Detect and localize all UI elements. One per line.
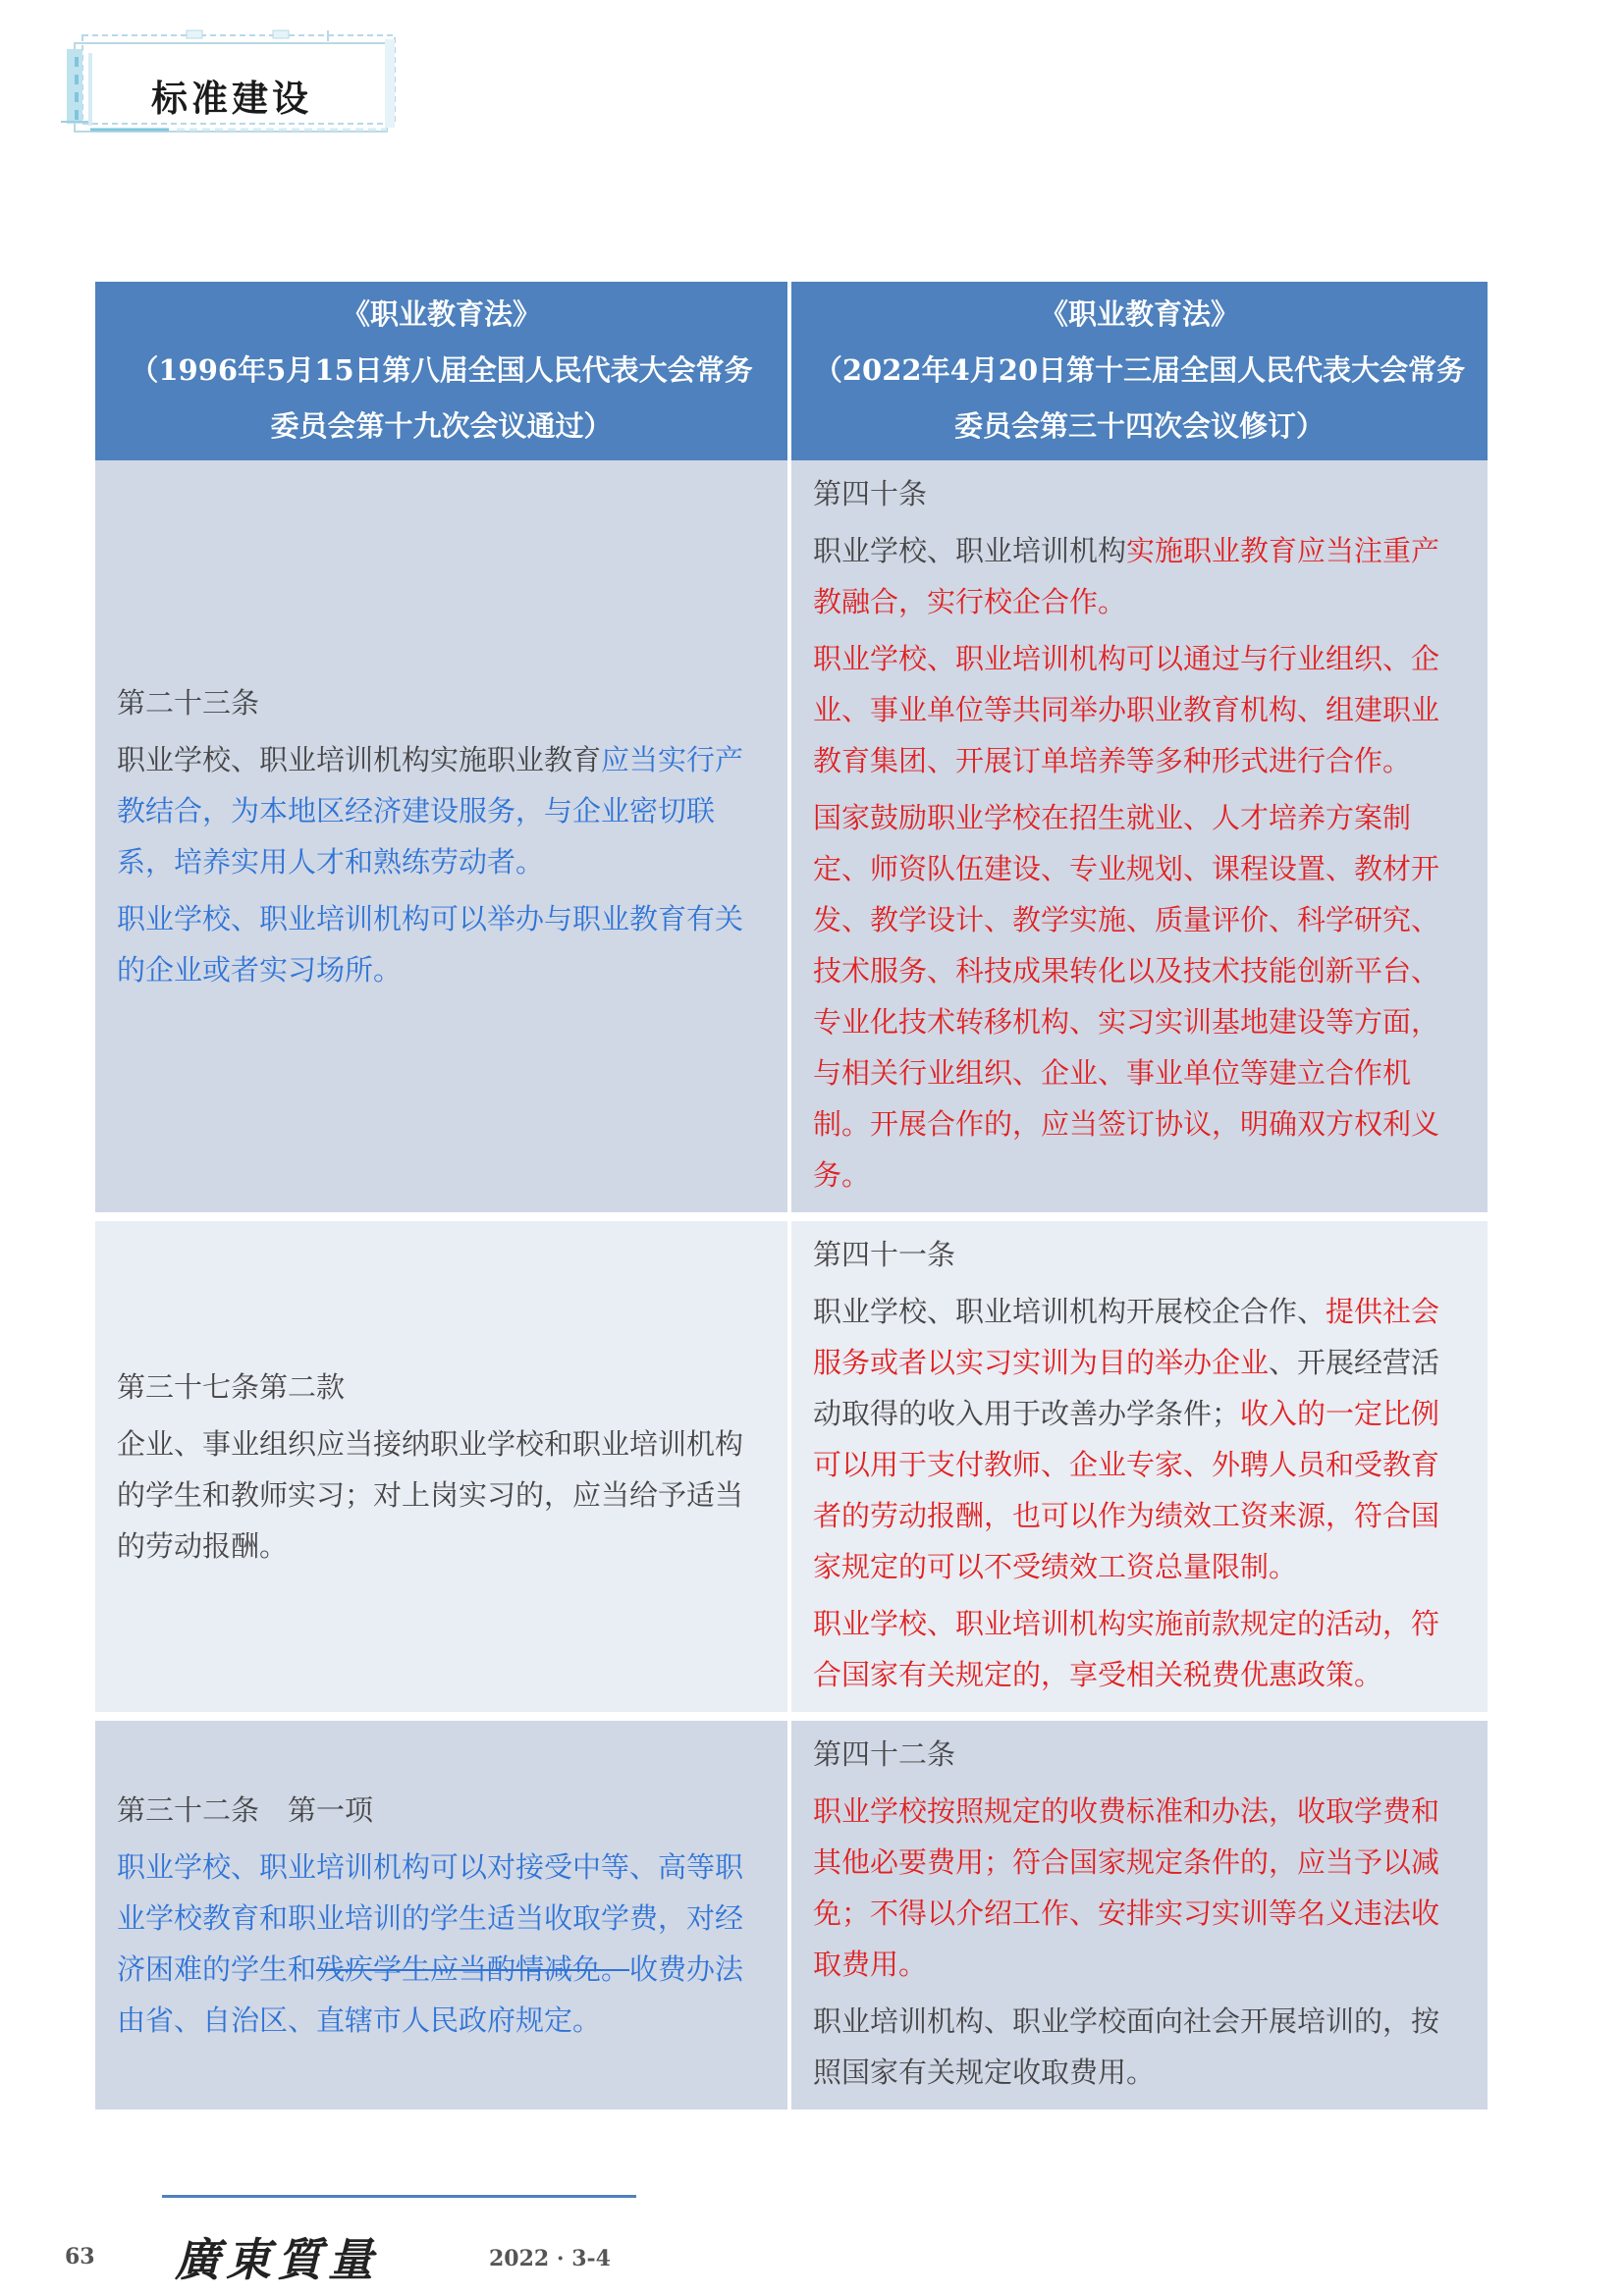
article-title: 第三十二条 第一项 (117, 1793, 374, 1827)
struck-text: 残疾学生应当酌情减免。 (316, 1952, 630, 1986)
new-article-cell (791, 460, 1488, 1212)
article-title: 第三十七条第二款 (117, 1370, 346, 1404)
old-article-cell (95, 1712, 791, 2109)
article-title: 第四十二条 (813, 1737, 956, 1771)
table-header-row (95, 282, 1488, 460)
article-title: 第四十一条 (813, 1238, 956, 1271)
article-paragraph: 职业学校、职业培训机构可以通过与行业组织、企业、事业单位等共同举办职业教育机构、组建职业教育集团、开展订单培养等多种形式进行合作。 (813, 642, 1440, 777)
section-tag (61, 27, 400, 143)
highlight-blue-text: 职业学校、职业培训机构可以对接受中等、高等职业学校教育和职业培训的学生适当收取学费，对经济困难的学生和 (117, 1850, 744, 1986)
plain-text: 职业学校、职业培训机构开展校企合作、 (813, 1295, 1326, 1328)
plain-text: 、开展经营活动取得的收入用于改善办学条件； (813, 1346, 1440, 1430)
magazine-logo: 廣東質量 (175, 2233, 379, 2286)
old-article-cell (95, 1212, 791, 1712)
law-comparison-table (95, 282, 1488, 2109)
header-old-law-title: 《职业教育法》 (341, 297, 541, 331)
header-old-law (95, 282, 791, 460)
article-paragraph: 企业、事业组织应当接纳职业学校和职业培训机构的学生和教师实习；对上岗实习的，应当给予适当的劳动报酬。 (117, 1427, 744, 1563)
header-new-law-title: 《职业教育法》 (1039, 297, 1239, 331)
highlight-red-text: 实施职业教育应当注重产教融合，实行校企合作。 (813, 534, 1440, 618)
section-label: 标准建设 (151, 78, 312, 120)
article-paragraph (813, 525, 1466, 627)
article-title: 第二十三条 (117, 686, 260, 720)
table-row (95, 1712, 1488, 2109)
highlight-red-text: 收入的一定比例可以用于支付教师、企业专家、外聘人员和受教育者的劳动报酬，也可以作为绩效工资来源，符合国家规定的可以不受绩效工资总量限制。 (813, 1397, 1440, 1583)
article-title: 第四十条 (813, 477, 928, 510)
header-new-law (791, 282, 1488, 460)
article-paragraph: 职业培训机构、职业学校面向社会开展培训的，按照国家有关规定收取费用。 (813, 2004, 1440, 2089)
article-paragraph (117, 1842, 766, 2046)
plain-text: 职业学校、职业培训机构 (813, 534, 1127, 567)
article-paragraph: 国家鼓励职业学校在招生就业、人才培养方案制定、师资队伍建设、专业规划、课程设置、教材开发、教学设计、教学实施、质量评价、科学研究、技术服务、科技成果转化以及技术技能创新平台、专业化技术转移机构、实习实训基地建设等方面，与相关行业组织、企业、事业单位等建立合作机制。开展合作的，应当签订协议，明确双方权利义务。 (813, 801, 1440, 1192)
header-old-law-subtitle: （1996年5月15日第八届全国人民代表大会常务委员会第十九次会议通过） (130, 353, 753, 443)
article-paragraph (117, 734, 766, 887)
highlight-blue-text: 收费办法由省、自治区、直辖市人民政府规定。 (117, 1952, 744, 2037)
article-paragraph: 职业学校、职业培训机构可以举办与职业教育有关的企业或者实习场所。 (117, 902, 744, 987)
new-article-cell (791, 1712, 1488, 2109)
article-paragraph (813, 1286, 1466, 1592)
old-article-cell (95, 460, 791, 1212)
table-row (95, 460, 1488, 1212)
plain-text: 职业学校、职业培训机构实施职业教育 (117, 743, 602, 776)
table-row (95, 1212, 1488, 1712)
article-paragraph: 职业学校、职业培训机构实施前款规定的活动，符合国家有关规定的，享受相关税费优惠政策。 (813, 1607, 1440, 1691)
highlight-blue-text: 应当实行产教结合，为本地区经济建设服务，与企业密切联系，培养实用人才和熟练劳动者。 (117, 743, 744, 879)
footer-divider (162, 2195, 636, 2198)
page-number: 63 (65, 2244, 95, 2269)
header-new-law-subtitle: （2022年4月20日第十三届全国人民代表大会常务委员会第三十四次会议修订） (813, 353, 1466, 443)
article-paragraph: 职业学校按照规定的收费标准和办法，收取学费和其他必要费用；符合国家规定条件的，应当予以减免；不得以介绍工作、安排实习实训等名义违法收取费用。 (813, 1794, 1440, 1981)
new-article-cell (791, 1212, 1488, 1712)
issue-number: 2022 · 3-4 (489, 2246, 611, 2271)
highlight-red-text: 提供社会服务或者以实习实训为目的举办企业 (813, 1295, 1440, 1379)
